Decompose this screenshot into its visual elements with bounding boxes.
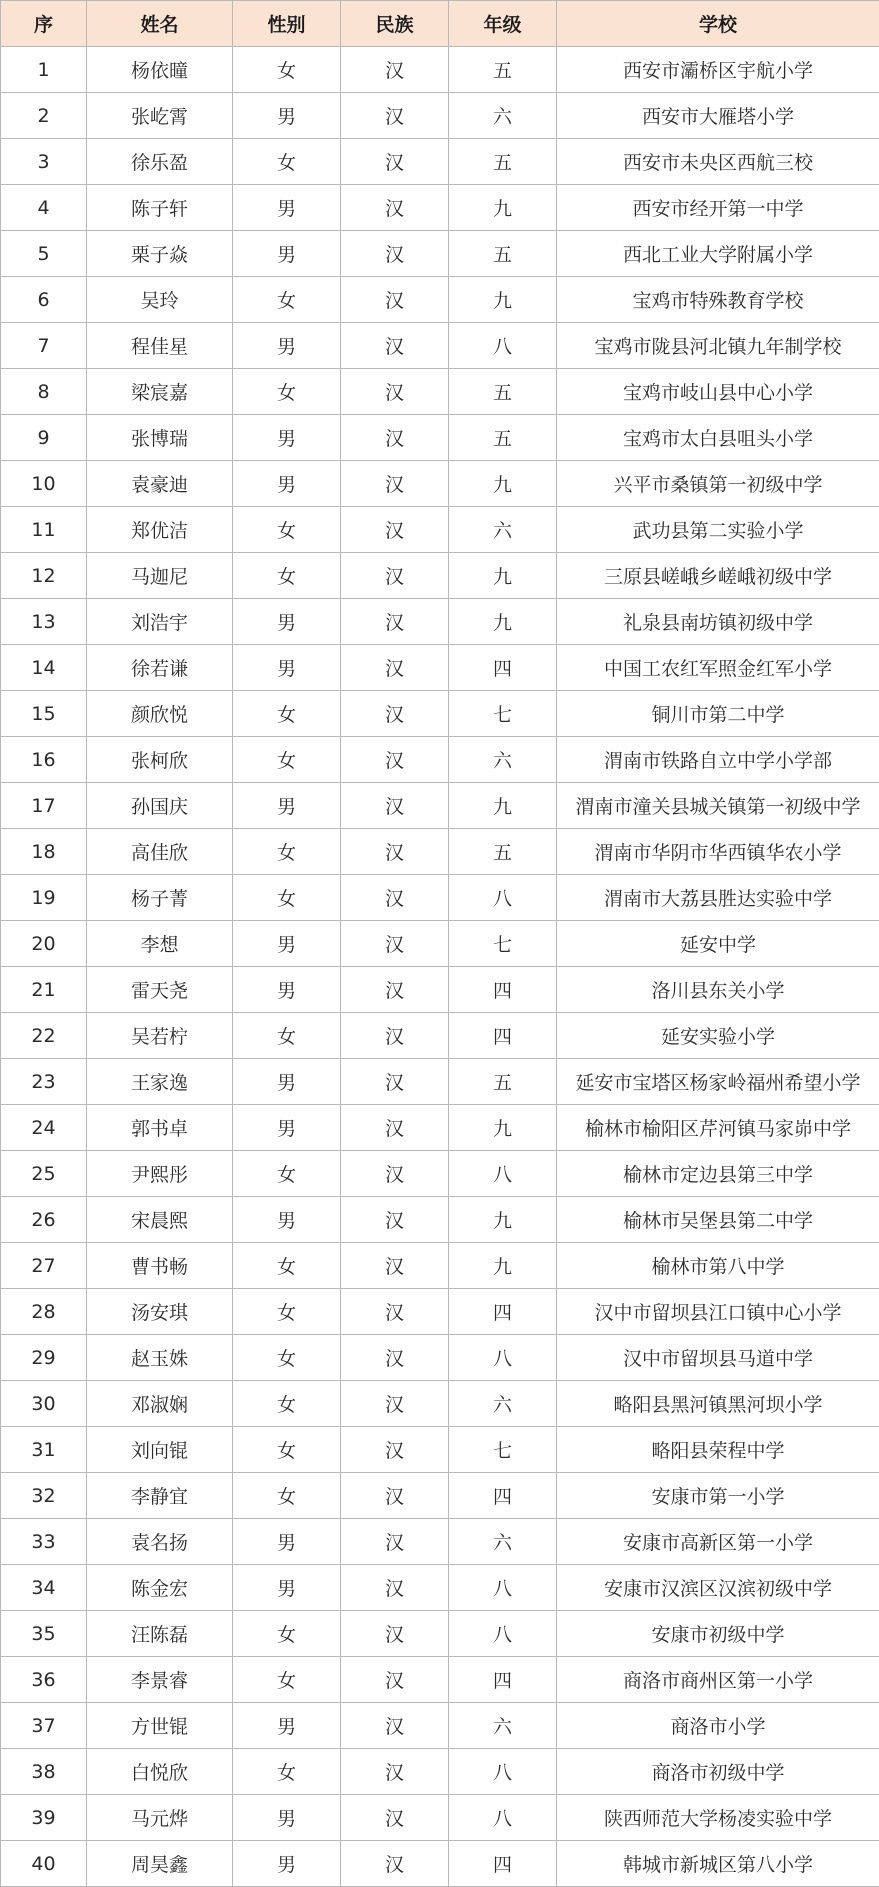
table-row [1,1565,879,1611]
cell-seq: 6 [1,277,87,323]
cell-grade: 六 [449,93,557,139]
cell-grade: 八 [449,1335,557,1381]
cell-name: 汪陈磊 [87,1611,233,1657]
cell-school: 安康市初级中学 [557,1611,879,1657]
cell-seq: 37 [1,1703,87,1749]
cell-grade: 四 [449,645,557,691]
table-row [1,1197,879,1243]
cell-grade: 八 [449,875,557,921]
cell-gender: 男 [233,599,341,645]
cell-seq: 22 [1,1013,87,1059]
cell-name: 周昊鑫 [87,1841,233,1887]
cell-school: 渭南市华阴市华西镇华农小学 [557,829,879,875]
cell-gender: 男 [233,231,341,277]
cell-gender: 女 [233,1289,341,1335]
cell-gender: 女 [233,47,341,93]
cell-ethnicity: 汉 [341,829,449,875]
cell-seq: 3 [1,139,87,185]
cell-ethnicity: 汉 [341,1197,449,1243]
cell-name: 李景睿 [87,1657,233,1703]
cell-ethnicity: 汉 [341,1841,449,1887]
cell-grade: 八 [449,1565,557,1611]
cell-seq: 18 [1,829,87,875]
table-row [1,1059,879,1105]
cell-school: 延安实验小学 [557,1013,879,1059]
cell-gender: 男 [233,1565,341,1611]
cell-name: 梁宸嘉 [87,369,233,415]
cell-gender: 男 [233,967,341,1013]
header-grade: 年级 [449,1,557,47]
cell-gender: 女 [233,1473,341,1519]
cell-gender: 男 [233,415,341,461]
cell-gender: 男 [233,1197,341,1243]
table-row [1,323,879,369]
cell-grade: 五 [449,47,557,93]
cell-name: 张博瑞 [87,415,233,461]
cell-seq: 39 [1,1795,87,1841]
cell-seq: 33 [1,1519,87,1565]
cell-ethnicity: 汉 [341,369,449,415]
cell-name: 程佳星 [87,323,233,369]
cell-gender: 男 [233,783,341,829]
cell-ethnicity: 汉 [341,1795,449,1841]
cell-name: 徐乐盈 [87,139,233,185]
cell-school: 安康市汉滨区汉滨初级中学 [557,1565,879,1611]
cell-ethnicity: 汉 [341,1427,449,1473]
cell-name: 李静宜 [87,1473,233,1519]
table-row [1,1841,879,1887]
cell-school: 略阳县黑河镇黑河坝小学 [557,1381,879,1427]
table-header [1,1,879,47]
header-name: 姓名 [87,1,233,47]
table-row [1,1473,879,1519]
cell-grade: 五 [449,1059,557,1105]
cell-gender: 男 [233,1795,341,1841]
cell-seq: 13 [1,599,87,645]
cell-seq: 1 [1,47,87,93]
header-ethnicity: 民族 [341,1,449,47]
cell-seq: 9 [1,415,87,461]
cell-school: 西安市大雁塔小学 [557,93,879,139]
table-row [1,599,879,645]
cell-name: 吴若柠 [87,1013,233,1059]
cell-seq: 36 [1,1657,87,1703]
cell-grade: 七 [449,921,557,967]
cell-ethnicity: 汉 [341,1059,449,1105]
cell-ethnicity: 汉 [341,737,449,783]
cell-school: 商洛市小学 [557,1703,879,1749]
cell-grade: 七 [449,691,557,737]
table-row [1,369,879,415]
cell-seq: 19 [1,875,87,921]
table-row [1,1381,879,1427]
table-row [1,139,879,185]
table-row [1,1703,879,1749]
cell-grade: 四 [449,1013,557,1059]
cell-name: 尹熙彤 [87,1151,233,1197]
cell-gender: 男 [233,1519,341,1565]
cell-name: 王家逸 [87,1059,233,1105]
cell-school: 三原县嵯峨乡嵯峨初级中学 [557,553,879,599]
cell-name: 吴玲 [87,277,233,323]
cell-grade: 六 [449,1519,557,1565]
cell-gender: 女 [233,277,341,323]
cell-ethnicity: 汉 [341,1381,449,1427]
cell-name: 杨依曈 [87,47,233,93]
table-row [1,1519,879,1565]
cell-grade: 五 [449,231,557,277]
cell-school: 宝鸡市陇县河北镇九年制学校 [557,323,879,369]
table-row [1,645,879,691]
header-school: 学校 [557,1,879,47]
table-row [1,185,879,231]
cell-seq: 23 [1,1059,87,1105]
table-row [1,93,879,139]
cell-ethnicity: 汉 [341,185,449,231]
cell-name: 袁名扬 [87,1519,233,1565]
cell-grade: 九 [449,277,557,323]
cell-grade: 七 [449,1427,557,1473]
cell-ethnicity: 汉 [341,93,449,139]
cell-gender: 女 [233,1381,341,1427]
cell-name: 宋晨熙 [87,1197,233,1243]
cell-gender: 女 [233,875,341,921]
cell-gender: 男 [233,461,341,507]
cell-grade: 六 [449,737,557,783]
table-row [1,1289,879,1335]
cell-ethnicity: 汉 [341,967,449,1013]
cell-name: 栗子焱 [87,231,233,277]
cell-grade: 六 [449,507,557,553]
cell-school: 商洛市初级中学 [557,1749,879,1795]
cell-ethnicity: 汉 [341,1519,449,1565]
cell-seq: 4 [1,185,87,231]
cell-name: 雷天尧 [87,967,233,1013]
table-row [1,415,879,461]
cell-ethnicity: 汉 [341,1335,449,1381]
cell-seq: 7 [1,323,87,369]
cell-school: 宝鸡市特殊教育学校 [557,277,879,323]
table-row [1,507,879,553]
table-row [1,921,879,967]
cell-grade: 四 [449,1289,557,1335]
cell-grade: 九 [449,553,557,599]
cell-seq: 25 [1,1151,87,1197]
cell-name: 白悦欣 [87,1749,233,1795]
cell-name: 刘浩宇 [87,599,233,645]
cell-grade: 四 [449,1841,557,1887]
table-row [1,783,879,829]
cell-school: 安康市第一小学 [557,1473,879,1519]
cell-seq: 38 [1,1749,87,1795]
table-row [1,231,879,277]
cell-gender: 女 [233,1151,341,1197]
cell-school: 韩城市新城区第八小学 [557,1841,879,1887]
table-row [1,277,879,323]
cell-gender: 女 [233,1611,341,1657]
cell-name: 张屹霄 [87,93,233,139]
cell-gender: 女 [233,1243,341,1289]
cell-seq: 27 [1,1243,87,1289]
cell-gender: 男 [233,93,341,139]
cell-school: 延安中学 [557,921,879,967]
cell-gender: 男 [233,1105,341,1151]
table-row [1,737,879,783]
cell-ethnicity: 汉 [341,1243,449,1289]
cell-grade: 九 [449,599,557,645]
cell-school: 榆林市定边县第三中学 [557,1151,879,1197]
cell-ethnicity: 汉 [341,1657,449,1703]
cell-ethnicity: 汉 [341,1565,449,1611]
cell-school: 榆林市第八中学 [557,1243,879,1289]
table-row [1,1105,879,1151]
cell-ethnicity: 汉 [341,1289,449,1335]
cell-gender: 女 [233,1013,341,1059]
cell-school: 渭南市大荔县胜达实验中学 [557,875,879,921]
cell-school: 宝鸡市岐山县中心小学 [557,369,879,415]
cell-school: 宝鸡市太白县咀头小学 [557,415,879,461]
header-seq: 序 [1,1,87,47]
cell-ethnicity: 汉 [341,875,449,921]
cell-grade: 四 [449,1657,557,1703]
cell-grade: 九 [449,461,557,507]
cell-grade: 五 [449,139,557,185]
cell-grade: 八 [449,1795,557,1841]
cell-grade: 八 [449,323,557,369]
cell-seq: 5 [1,231,87,277]
cell-grade: 八 [449,1151,557,1197]
cell-seq: 28 [1,1289,87,1335]
cell-ethnicity: 汉 [341,1473,449,1519]
cell-name: 马元烨 [87,1795,233,1841]
cell-grade: 八 [449,1749,557,1795]
cell-seq: 29 [1,1335,87,1381]
table-row [1,829,879,875]
cell-seq: 21 [1,967,87,1013]
cell-seq: 20 [1,921,87,967]
cell-gender: 女 [233,1749,341,1795]
header-gender: 性别 [233,1,341,47]
cell-name: 颜欣悦 [87,691,233,737]
cell-name: 方世锟 [87,1703,233,1749]
cell-ethnicity: 汉 [341,645,449,691]
cell-name: 曹书畅 [87,1243,233,1289]
cell-school: 西安市经开第一中学 [557,185,879,231]
table-row [1,47,879,93]
cell-ethnicity: 汉 [341,1749,449,1795]
cell-gender: 女 [233,737,341,783]
cell-ethnicity: 汉 [341,277,449,323]
cell-school: 礼泉县南坊镇初级中学 [557,599,879,645]
cell-seq: 30 [1,1381,87,1427]
cell-name: 陈金宏 [87,1565,233,1611]
cell-grade: 九 [449,783,557,829]
cell-seq: 10 [1,461,87,507]
cell-name: 刘向锟 [87,1427,233,1473]
cell-gender: 女 [233,553,341,599]
table-row [1,967,879,1013]
cell-school: 安康市高新区第一小学 [557,1519,879,1565]
cell-seq: 12 [1,553,87,599]
cell-ethnicity: 汉 [341,47,449,93]
cell-ethnicity: 汉 [341,783,449,829]
table-row [1,553,879,599]
table-row [1,1749,879,1795]
cell-gender: 男 [233,1703,341,1749]
cell-name: 张柯欣 [87,737,233,783]
table-row [1,1611,879,1657]
cell-school: 渭南市铁路自立中学小学部 [557,737,879,783]
cell-school: 渭南市潼关县城关镇第一初级中学 [557,783,879,829]
cell-ethnicity: 汉 [341,599,449,645]
cell-name: 郑优洁 [87,507,233,553]
cell-name: 李想 [87,921,233,967]
cell-seq: 17 [1,783,87,829]
cell-seq: 15 [1,691,87,737]
cell-school: 洛川县东关小学 [557,967,879,1013]
cell-ethnicity: 汉 [341,1611,449,1657]
cell-gender: 男 [233,1059,341,1105]
cell-name: 高佳欣 [87,829,233,875]
cell-seq: 11 [1,507,87,553]
table-row [1,1427,879,1473]
cell-ethnicity: 汉 [341,1013,449,1059]
cell-gender: 女 [233,507,341,553]
cell-seq: 35 [1,1611,87,1657]
table-row [1,1151,879,1197]
cell-school: 榆林市吴堡县第二中学 [557,1197,879,1243]
cell-ethnicity: 汉 [341,507,449,553]
cell-grade: 八 [449,1611,557,1657]
cell-name: 陈子轩 [87,185,233,231]
cell-name: 郭书卓 [87,1105,233,1151]
cell-grade: 四 [449,1473,557,1519]
cell-name: 赵玉姝 [87,1335,233,1381]
cell-name: 马迦尼 [87,553,233,599]
cell-name: 孙国庆 [87,783,233,829]
cell-seq: 34 [1,1565,87,1611]
cell-school: 汉中市留坝县马道中学 [557,1335,879,1381]
cell-seq: 8 [1,369,87,415]
cell-ethnicity: 汉 [341,1151,449,1197]
cell-ethnicity: 汉 [341,553,449,599]
cell-ethnicity: 汉 [341,1703,449,1749]
cell-grade: 六 [449,1703,557,1749]
header-row [1,1,879,47]
cell-gender: 男 [233,921,341,967]
cell-seq: 32 [1,1473,87,1519]
cell-seq: 16 [1,737,87,783]
cell-name: 袁豪迪 [87,461,233,507]
cell-gender: 女 [233,139,341,185]
cell-name: 邓淑娴 [87,1381,233,1427]
cell-grade: 九 [449,1197,557,1243]
cell-seq: 14 [1,645,87,691]
cell-grade: 五 [449,415,557,461]
cell-grade: 九 [449,185,557,231]
cell-name: 徐若谦 [87,645,233,691]
cell-gender: 女 [233,829,341,875]
cell-seq: 2 [1,93,87,139]
cell-gender: 男 [233,645,341,691]
cell-grade: 九 [449,1243,557,1289]
cell-school: 中国工农红军照金红军小学 [557,645,879,691]
cell-gender: 女 [233,1335,341,1381]
cell-school: 陕西师范大学杨凌实验中学 [557,1795,879,1841]
cell-school: 铜川市第二中学 [557,691,879,737]
cell-gender: 男 [233,323,341,369]
cell-grade: 六 [449,1381,557,1427]
cell-ethnicity: 汉 [341,461,449,507]
cell-gender: 男 [233,1841,341,1887]
cell-school: 西安市未央区西航三校 [557,139,879,185]
cell-grade: 五 [449,369,557,415]
cell-seq: 26 [1,1197,87,1243]
cell-gender: 女 [233,1427,341,1473]
cell-seq: 40 [1,1841,87,1887]
cell-seq: 24 [1,1105,87,1151]
cell-school: 武功县第二实验小学 [557,507,879,553]
table-row [1,1657,879,1703]
cell-grade: 四 [449,967,557,1013]
cell-ethnicity: 汉 [341,231,449,277]
cell-school: 西北工业大学附属小学 [557,231,879,277]
table-row [1,1013,879,1059]
cell-grade: 九 [449,1105,557,1151]
cell-school: 榆林市榆阳区芹河镇马家峁中学 [557,1105,879,1151]
cell-ethnicity: 汉 [341,139,449,185]
cell-school: 西安市灞桥区宇航小学 [557,47,879,93]
table-row [1,461,879,507]
cell-name: 杨子菁 [87,875,233,921]
cell-grade: 五 [449,829,557,875]
cell-ethnicity: 汉 [341,691,449,737]
cell-ethnicity: 汉 [341,415,449,461]
table-row [1,875,879,921]
cell-school: 商洛市商州区第一小学 [557,1657,879,1703]
cell-school: 兴平市桑镇第一初级中学 [557,461,879,507]
cell-name: 汤安琪 [87,1289,233,1335]
cell-school: 汉中市留坝县江口镇中心小学 [557,1289,879,1335]
table-body [1,47,879,1887]
table-row [1,1795,879,1841]
table-row [1,691,879,737]
cell-school: 略阳县荣程中学 [557,1427,879,1473]
table-row [1,1335,879,1381]
cell-gender: 女 [233,1657,341,1703]
cell-gender: 男 [233,185,341,231]
table-row [1,1243,879,1289]
cell-school: 延安市宝塔区杨家岭福州希望小学 [557,1059,879,1105]
cell-gender: 女 [233,691,341,737]
cell-gender: 女 [233,369,341,415]
cell-ethnicity: 汉 [341,921,449,967]
cell-seq: 31 [1,1427,87,1473]
cell-ethnicity: 汉 [341,323,449,369]
cell-ethnicity: 汉 [341,1105,449,1151]
